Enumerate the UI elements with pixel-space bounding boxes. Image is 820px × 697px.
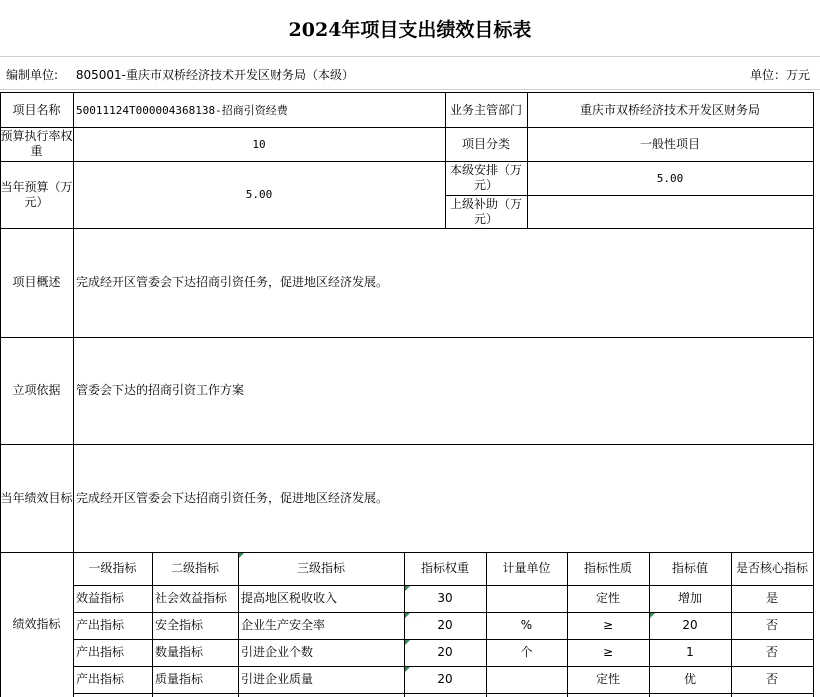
indicator-cell-level2: 安全指标 [155, 618, 204, 632]
project-name-label: 项目名称 [12, 102, 61, 117]
indicator-header-level1: 一级指标 [88, 561, 137, 575]
basis-value: 管委会下达的招商引资工作方案 [76, 383, 245, 397]
exec-rate-label: 预算执行率权重 [0, 129, 73, 158]
budget-label: 当年预算（万元） [0, 179, 73, 209]
indicator-cell-level1: 产出指标 [76, 672, 125, 686]
budget-value: 5.00 [245, 188, 273, 201]
indicator-cell-level3: 引进企业个数 [241, 645, 314, 659]
grid-line [73, 693, 814, 694]
currency-unit: 单位：万元 [749, 68, 810, 82]
cell-note-marker [405, 586, 410, 591]
goal-label: 当年绩效目标 [0, 490, 73, 505]
indicator-cell-weight: 30 [437, 591, 453, 605]
grid-line [0, 56, 820, 57]
grid-line [813, 552, 814, 697]
indicator-cell-value: 1 [686, 645, 694, 659]
indicator-cell-nature: ≥ [602, 645, 614, 659]
cell-note-marker [650, 613, 655, 618]
indicator-cell-level3: 企业生产安全率 [241, 618, 326, 632]
indicator-cell-core: 否 [765, 672, 778, 686]
compiling-unit-label: 编制单位: [6, 68, 59, 82]
indicator-cell-level3: 提高地区税收收入 [241, 591, 338, 605]
indicator-cell-weight: 20 [437, 645, 453, 659]
cell-note-marker [405, 667, 410, 672]
indicator-cell-nature: 定性 [595, 591, 620, 605]
indicator-cell-value: 优 [683, 672, 696, 686]
upper-label: 上级补助（万元） [449, 196, 522, 226]
indicator-cell-core: 是 [765, 591, 778, 605]
indicator-cell-level3: 引进企业质量 [241, 672, 314, 686]
cell-note-marker [405, 613, 410, 618]
compiling-unit [6, 66, 354, 83]
category-value: 一般性项目 [639, 136, 700, 151]
indicator-header-core: 是否核心指标 [735, 561, 808, 575]
indicator-cell-nature: ≥ [602, 618, 614, 632]
indicator-header-value: 指标值 [671, 561, 708, 575]
indicator-header-level3: 三级指标 [296, 561, 345, 575]
indicator-cell-value: 20 [682, 618, 698, 632]
indicator-header-unit: 计量单位 [502, 561, 551, 575]
indicator-cell-level1: 产出指标 [76, 645, 125, 659]
indicator-cell-weight: 20 [437, 618, 453, 632]
grid-line [0, 89, 820, 90]
local-value: 5.00 [656, 171, 684, 185]
indicator-cell-level2: 质量指标 [155, 672, 204, 686]
indicator-cell-level1: 产出指标 [76, 618, 125, 632]
indicator-cell-core: 否 [765, 645, 778, 659]
indicator-cell-core: 否 [765, 618, 778, 632]
indicators-label: 绩效指标 [12, 617, 61, 631]
upper-value [527, 195, 813, 228]
dept-label: 业务主管部门 [449, 102, 522, 117]
indicator-cell-nature: 定性 [595, 672, 620, 686]
goal-value: 完成经开区管委会下达招商引资任务，促进地区经济发展。 [76, 490, 389, 505]
overview-label: 项目概述 [12, 275, 61, 289]
indicator-header-weight: 指标权重 [420, 561, 469, 575]
indicator-cell-unit [486, 666, 567, 693]
indicator-cell-level2: 社会效益指标 [155, 591, 228, 605]
indicator-cell-unit: 个 [520, 645, 533, 659]
basis-label: 立项依据 [12, 383, 61, 397]
local-label: 本级安排（万元） [449, 163, 522, 192]
page-title: 2024年项目支出绩效目标表 [288, 18, 532, 41]
indicator-header-level2: 二级指标 [170, 561, 219, 575]
overview-value: 完成经开区管委会下达招商引资任务，促进地区经济发展。 [76, 275, 389, 289]
indicator-cell-level1: 效益指标 [76, 591, 125, 605]
exec-rate-value: 10 [252, 137, 266, 151]
cell-note-marker [239, 553, 244, 558]
indicator-header-nature: 指标性质 [583, 561, 632, 575]
indicator-cell-unit [486, 585, 567, 612]
compiling-unit-value: 805001-重庆市双桥经济技术开发区财务局（本级） [75, 68, 355, 82]
category-label: 项目分类 [461, 136, 510, 151]
dept-value: 重庆市双桥经济技术开发区财务局 [579, 102, 760, 117]
indicator-cell-unit: % [520, 618, 533, 632]
project-name-value: 50011124T000004368138-招商引资经费 [76, 103, 288, 117]
indicator-cell-level2: 数量指标 [155, 645, 204, 659]
indicator-cell-value: 增加 [677, 591, 702, 605]
cell-note-marker [405, 640, 410, 645]
indicator-cell-weight: 20 [437, 672, 453, 686]
